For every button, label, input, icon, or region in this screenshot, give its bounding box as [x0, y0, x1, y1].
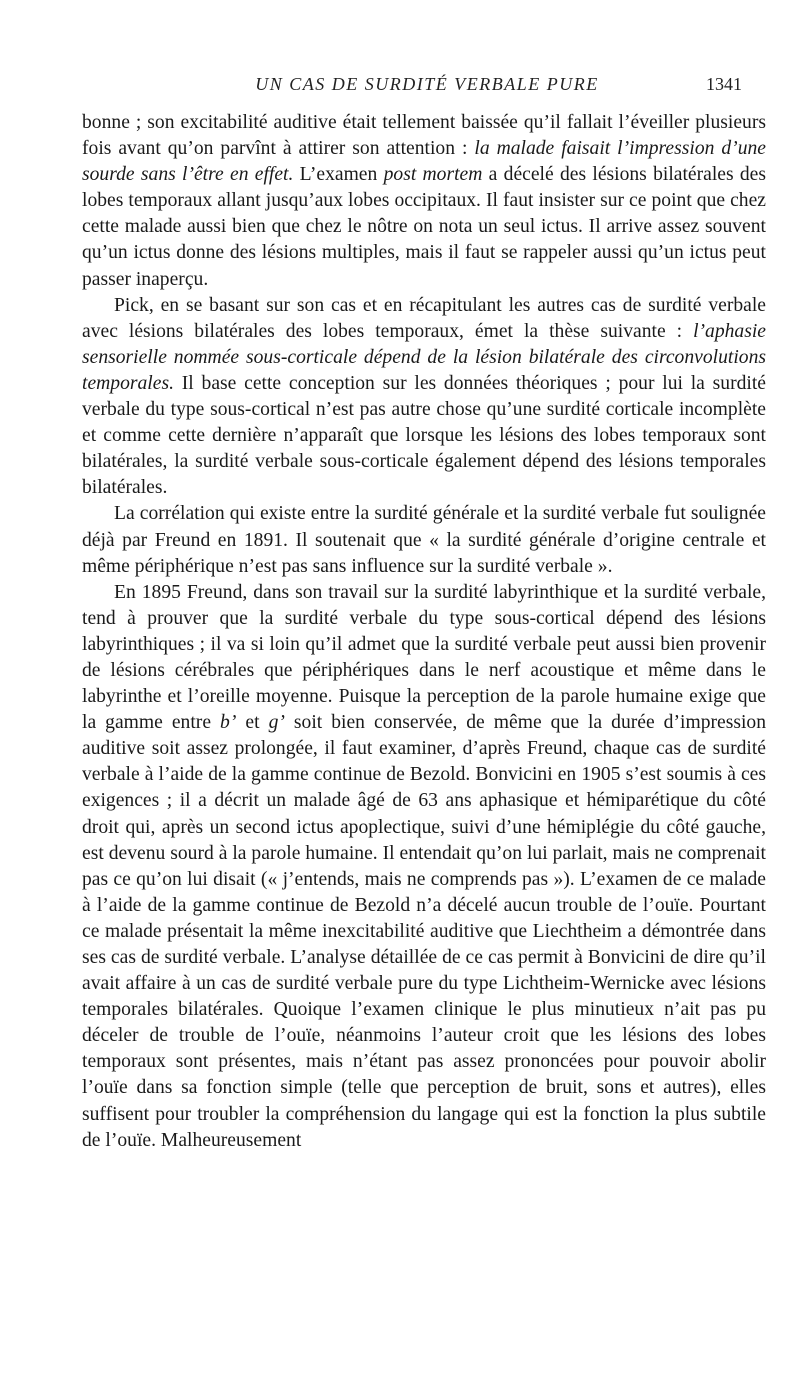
text-run: Pick, en se basant sur son cas et en récapitulant les autres cas de surdité verbale avec lésions bilatérales des lobes temporaux, émet la thèse suivante :: [82, 294, 766, 342]
italic-text: post mortem: [383, 164, 483, 186]
paragraph-4: [82, 580, 766, 1154]
text-run: La corrélation qui existe entre la surdité générale et la surdité verbale fut soulignée déjà par Freund en 1891. Il soutenait que « la surdité générale d’origine centrale et même périphérique n’est pas sans influence sur la surdité verbale ».: [82, 503, 766, 577]
italic-text: la malade faisait l’impression d’une sourde sans l’être en effet.: [82, 138, 766, 186]
text-run: En 1895 Freund, dans son travail sur la surdité labyrinthique et la surdité verbale, tend à prouver que la surdité verbale du type sous-cortical dépend des lésions labyrinthiques ; il va si loin qu’il admet que la surdité verbale peut aussi bien provenir de lésions cérébrales que périphériques dans le nerf acoustique et même dans le labyrinthe et l’oreille moyenne. Puisque la perception de la parole humaine exige que la gamme entre: [82, 581, 766, 734]
italic-text: l’aphasie sensorielle nommée sous-corticale dépend de la lésion bilatérale des circonvolutions temporales.: [82, 320, 766, 394]
text-run: soit bien conservée, de même que la durée d’impression auditive soit assez prolongée, il faut examiner, d’après Freund, chaque cas de surdité verbale à l’aide de la gamme continue de Bezold. Bonvicini en 1905 s’est soumis à ces exigences ; il a décrit un malade âgé de 63 ans aphasique et hémiparétique du côté droit qui, après un second ictus apoplectique, suivi d’une hémiplégie du côté gauche, est devenu sourd à la parole humaine. Il entendait qu’on lui parlait, mais ne comprenait pas ce qu’on lui disait (« j’entends, mais ne comprends pas »). L’examen de ce malade à l’aide de la gamme continue de Bezold n’a décelé aucun trouble de l’ouïe. Pourtant ce malade présentait la même inexcitabilité auditive que Liechtheim a démontrée dans ses cas de surdité verbale. L’analyse détaillée de ce cas permit à Bonvicini de dire qu’il avait affaire à un cas de surdité verbale pure du type Lichtheim-Wernicke avec lésions temporales bilatérales. Quoique l’examen clinique le plus minutieux n’ait pas pu déceler de trouble de l’ouïe, néanmoins l’auteur croit que les lésions des lobes temporaux sont présentes, mais n’étant pas assez prononcées pour pouvoir abolir l’ouïe dans sa fonction simple (telle que perception de bruit, sons et autres), elles suffisent pour troubler la compréhension du langage qui est la fonction la plus subtile de l’ouïe. Malheureusement: [82, 712, 766, 1151]
paragraph-3: [82, 501, 766, 579]
running-head: [112, 74, 742, 98]
text-run: et: [236, 712, 269, 734]
italic-text: g’: [268, 712, 285, 734]
text-run: L’examen: [293, 164, 384, 186]
page-number: 1341: [706, 74, 742, 94]
body-text: [82, 110, 766, 1154]
italic-text: b’: [220, 712, 237, 734]
text-run: a décelé des lésions bilatérales des lobes temporaux allant jusqu’aux lobes occipitaux. Il faut insister sur ce point que chez cette malade aussi bien que chez le nôtre on nota un seul ictus. Il arrive assez souvent qu’un ictus donne des lésions multiples, mais il faut se rappeler aussi qu’un ictus peut passer inaperçu.: [82, 164, 766, 290]
text-run: Il base cette conception sur les données théoriques ; pour lui la surdité verbale du type sous-cortical n’est pas autre chose qu’une surdité corticale incomplète et comme cette dernière n’apparaît que lorsque les lésions des lobes temporaux sont bilatérales, la surdité verbale sous-corticale également dépend des lésions temporales bilatérales.: [82, 372, 766, 499]
paragraph-2: [82, 293, 766, 502]
paragraph-1: [82, 110, 766, 293]
text-run: bonne ; son excitabilité auditive était tellement baissée qu’il fallait l’éveiller plusieurs fois avant qu’on parvînt à attirer son attention :: [82, 112, 766, 160]
running-title: UN CAS DE SURDITÉ VERBALE PURE: [255, 74, 599, 94]
